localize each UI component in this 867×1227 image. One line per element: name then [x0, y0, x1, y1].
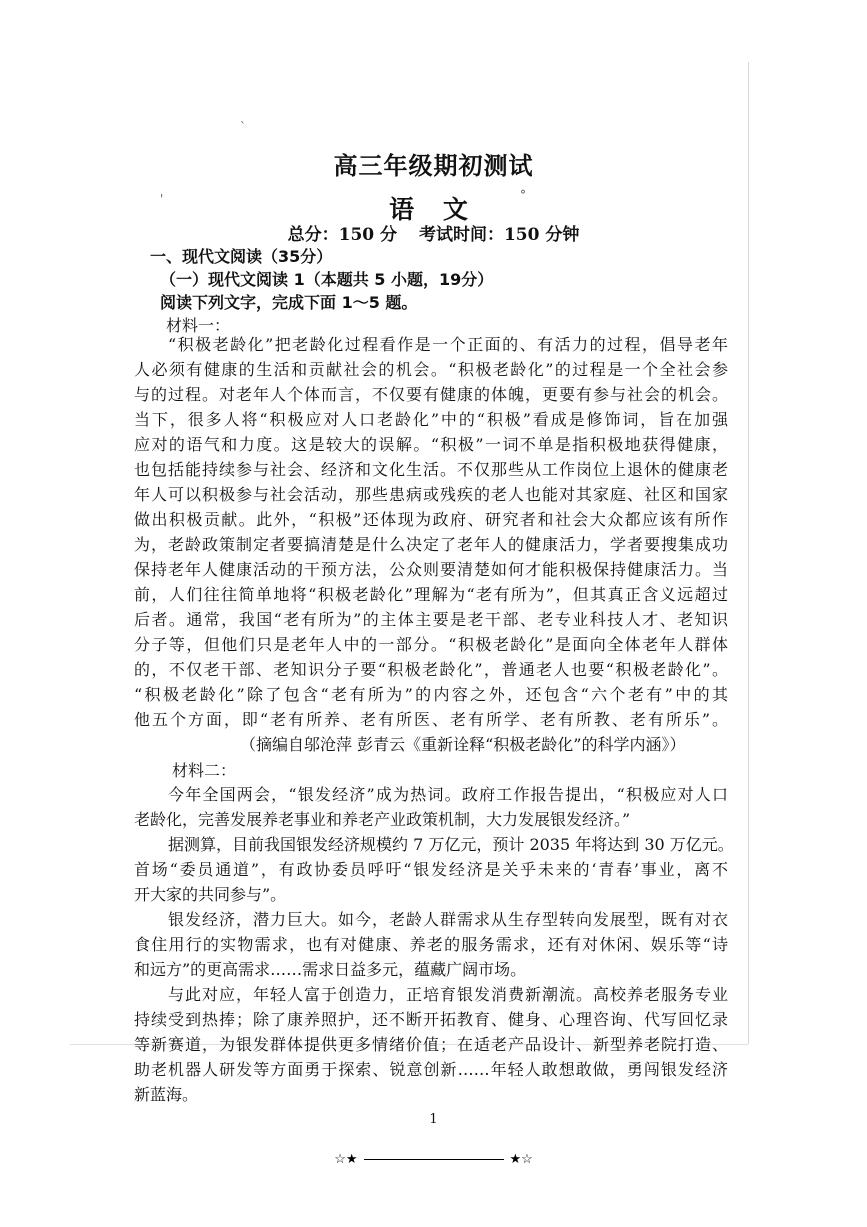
material2-line: 今年全国两会，“银发经济”成为热词。政府工作报告提出，“积极应对人口 — [168, 785, 728, 804]
material1-line: 前，人们往往简单地将“积极老龄化”理解为“老有所为”，但其真正含义远超过 — [134, 585, 728, 604]
footer-stars-left: ☆★ — [334, 1152, 358, 1167]
material1-line: 为，老龄政策制定者要搞清楚是什么决定了老年人的健康活力，学者要搜集成功 — [134, 535, 728, 554]
material2-line: 首场“委员通道”，有政协委员呼吁“银发经济是关乎未来的‘青春’事业，离不 — [134, 860, 728, 879]
material1-line: 的，不仅老干部、老知识分子要“积极老龄化”，普通老人也要“积极老龄化”。 — [134, 660, 728, 679]
section-instruction: 阅读下列文字，完成下面 1～5 题。 — [160, 293, 418, 312]
material1-line: 做出积极贡献。此外，“积极”还体现为政府、研究者和社会大众都应该有所作 — [134, 510, 728, 529]
section-subheading: （一）现代文阅读 1（本题共 5 小题，19分） — [160, 270, 494, 289]
material2-line: 新蓝海。 — [134, 1085, 199, 1104]
section-heading: 一、现代文阅读（35分） — [150, 247, 333, 266]
material1-line: 也包括能持续参与社会、经济和文化生活。不仅那些从工作岗位上退休的健康老 — [134, 460, 728, 479]
footer-rule — [364, 1159, 504, 1160]
exam-meta — [0, 220, 867, 245]
material1-line: 应对的语气和力度。这是较大的误解。“积极”一词不单是指积极地获得健康， — [134, 435, 728, 454]
material2-line: 银发经济，潜力巨大。如今，老龄人群需求从生存型转向发展型，既有对衣 — [168, 910, 728, 929]
material2-line: 持续受到热捧；除了康养照护，还不断开拓教育、健身、心理咨询、代写回忆录 — [134, 1010, 728, 1029]
subject-title: 语 文 — [389, 195, 478, 224]
material1-label: 材料一： — [166, 316, 231, 335]
material2-line: 据测算，目前我国银发经济规模约 7 万亿元，预计 2035 年将达到 30 万亿元。 — [168, 835, 734, 854]
material2-line: 与此对应，年轻人富于创造力，正培育银发消费新潮流。高校养老服务专业 — [168, 985, 728, 1004]
material1-line: 与的过程。对老年人个体而言，不仅要有健康的体魄，更要有参与社会的机会。 — [134, 385, 728, 404]
material2-line: 和远方”的更高需求……需求日益多元，蕴藏广阔市场。 — [134, 960, 527, 979]
material1-line: 后者。通常，我国“老有所为”的主体主要是老干部、老专业科技人才、老知识 — [134, 610, 728, 629]
exam-title: 高三年级期初测试 — [333, 151, 534, 180]
material2-label: 材料二： — [172, 761, 237, 780]
scan-speck: ˋ — [240, 120, 246, 134]
material1-line: “积极老龄化”把老龄化过程看作是一个正面的、有活力的过程，倡导老年 — [168, 335, 728, 354]
material2-line: 等新赛道，为银发群体提供更多情绪价值；在适老产品设计、新型养老院打造、 — [134, 1035, 728, 1054]
material1-line: 当下，很多人将“积极应对人口老龄化”中的“积极”看成是修饰词，旨在加强 — [134, 410, 728, 429]
page-footer — [0, 1152, 867, 1167]
material1-line: 他五个方面，即“老有所养、老有所医、老有所学、老有所教、老有所乐”。 — [134, 710, 728, 729]
scan-speck: ° — [520, 188, 526, 202]
material1-line: 年人可以积极参与社会活动，那些患病或残疾的老人也能对其家庭、社区和国家 — [134, 485, 728, 504]
exam-time: 考试时间：150 分钟 — [418, 225, 580, 245]
material2-line: 老龄化，完善发展养老事业和养老产业政策机制，大力发展银发经济。” — [134, 810, 631, 829]
material1-line: “积极老龄化”除了包含“老有所为”的内容之外，还包含“六个老有”中的其 — [134, 685, 728, 704]
material1-line: 人必须有健康的生活和贡献社会的机会。“积极老龄化”的过程是一个全社会参 — [134, 360, 728, 379]
material2-line: 助老机器人研发等方面勇于探索、锐意创新……年轻人敢想敢做，勇闯银发经济 — [134, 1060, 728, 1079]
material2-line: 食住用行的实物需求，也有对健康、养老的服务需求，还有对休闲、娱乐等“诗 — [134, 935, 728, 954]
material1-source: （摘编自邬沧萍 彭青云《重新诠释“积极老龄化”的科学内涵》） — [240, 735, 686, 754]
footer-stars-right: ★☆ — [509, 1152, 533, 1167]
material1-line: 分子等，但他们只是老年人中的一部分。“积极老龄化”是面向全体老年人群体 — [134, 635, 728, 654]
material1-line: 保持老年人健康活动的干预方法，公众则要清楚如何才能积极保持健康活力。当 — [134, 560, 728, 579]
material2-line: 开大家的共同参与”。 — [134, 885, 287, 904]
total-score: 总分：150 分 — [287, 225, 398, 245]
page-number: 1 — [429, 1112, 438, 1127]
scan-speck: ' — [160, 192, 164, 206]
